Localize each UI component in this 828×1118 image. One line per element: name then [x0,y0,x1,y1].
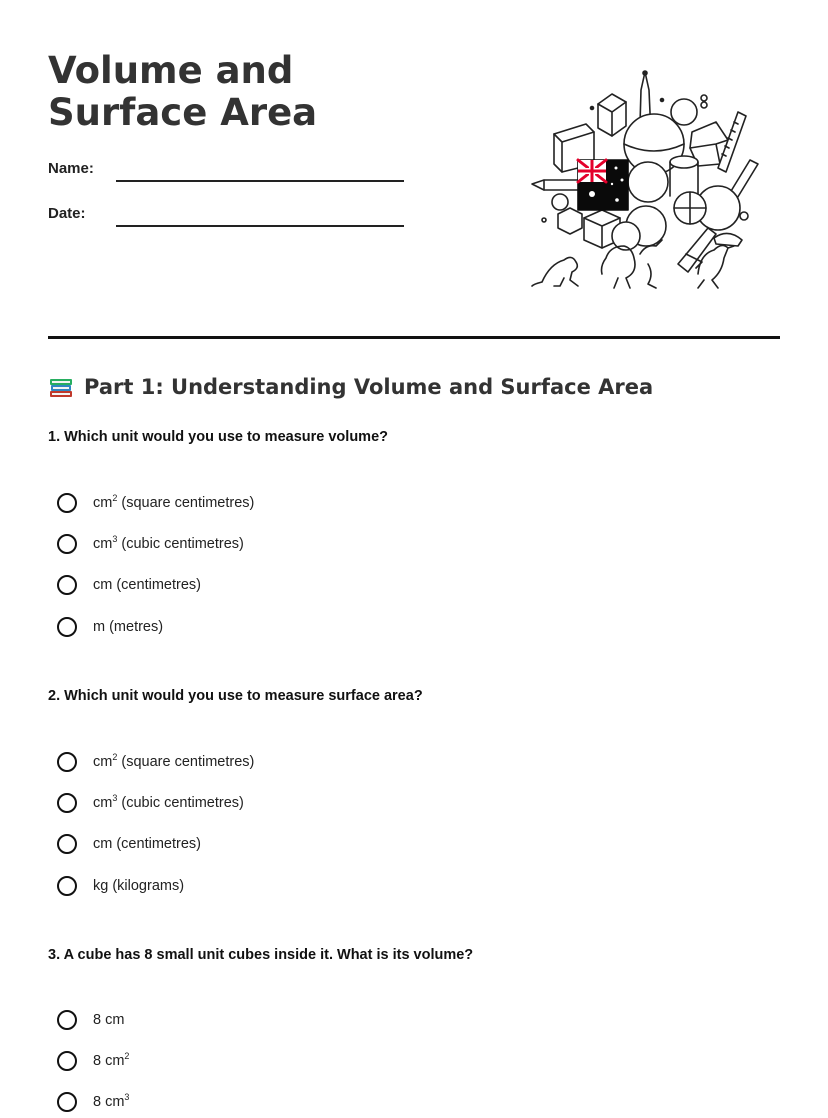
option-label: $cm^2$ (square centimetres) [93,752,255,770]
name-field[interactable] [116,180,404,182]
section-heading-text: Part 1: Understanding Volume and Surface Area [84,375,654,399]
radio-button[interactable] [57,834,77,854]
option-label: 8 cm [93,1012,125,1028]
option-label: $cm^3$ (cubic centimetres) [93,793,244,811]
q3-option-1[interactable] [57,1007,124,1033]
option-label: m (metres) [93,619,164,635]
name-label: Name: [48,160,94,177]
date-label: Date: [48,205,86,222]
option-label: 8 $cm^3$ [93,1092,130,1110]
option-label: $cm^2$ (square centimetres) [93,493,255,511]
radio-button[interactable] [57,534,77,554]
q1-option-1[interactable] [57,490,254,516]
radio-button[interactable] [57,575,77,595]
option-label: cm (centimetres) [93,836,201,852]
radio-button[interactable] [57,1051,77,1071]
question-3: 3. A cube has 8 small unit cubes inside it. What is its volume? [48,947,474,963]
radio-button[interactable] [57,876,77,896]
q2-option-2[interactable] [57,790,244,816]
q2-option-1[interactable] [57,749,254,775]
option-label: kg (kilograms) [93,878,185,894]
section-divider [48,336,780,339]
date-field[interactable] [116,225,404,227]
q2-option-3[interactable] [57,831,201,857]
radio-button[interactable] [57,752,77,772]
section-heading [48,374,653,400]
q2-option-4[interactable] [57,873,184,899]
radio-button[interactable] [57,793,77,813]
option-label: 8 $cm^2$ [93,1051,130,1069]
q1-option-3[interactable] [57,572,201,598]
radio-button[interactable] [57,617,77,637]
radio-button[interactable] [57,493,77,513]
q3-option-3[interactable] [57,1089,129,1115]
question-1: 1. Which unit would you use to measure volume? [48,429,388,445]
option-label: $cm^3$ (cubic centimetres) [93,534,244,552]
books-icon [48,374,74,400]
question-2: 2. Which unit would you use to measure surface area? [48,688,423,704]
geometry-illustration [528,68,760,294]
radio-button[interactable] [57,1010,77,1030]
option-label: cm (centimetres) [93,577,201,593]
q3-option-2[interactable] [57,1048,129,1074]
q1-option-4[interactable] [57,614,163,640]
q1-option-2[interactable] [57,531,244,557]
page-title: Volume and Surface Area [48,49,318,134]
radio-button[interactable] [57,1092,77,1112]
